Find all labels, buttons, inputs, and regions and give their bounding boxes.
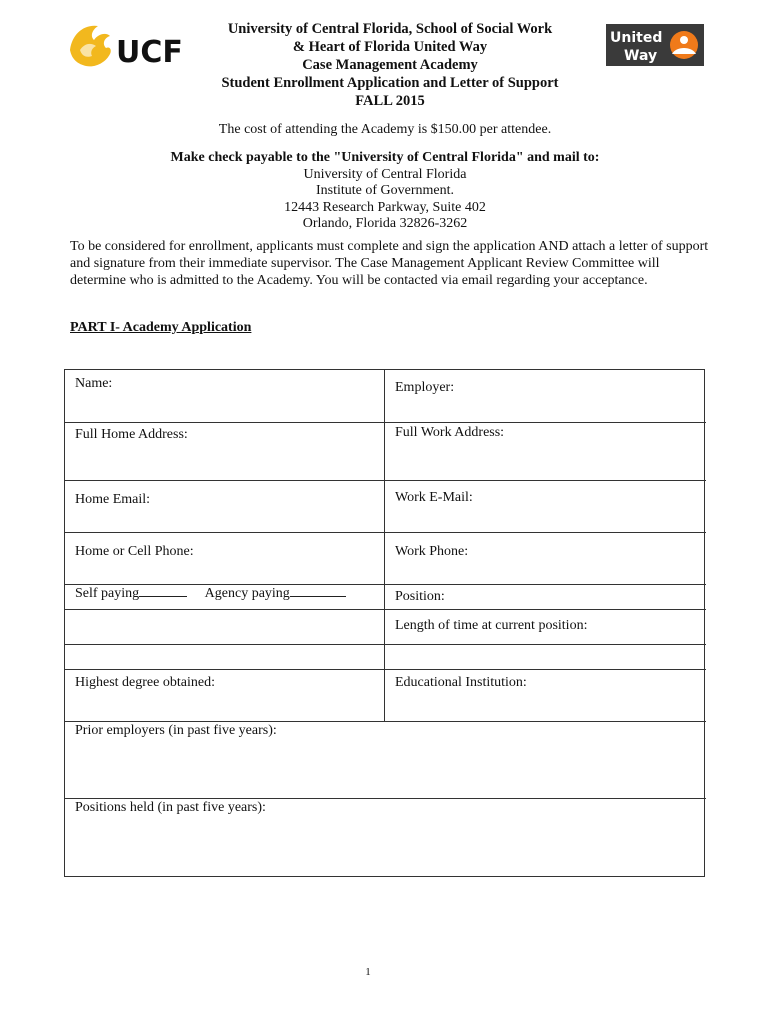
row-divider bbox=[65, 532, 706, 533]
row-divider bbox=[65, 584, 706, 585]
header-line-2: & Heart of Florida United Way bbox=[292, 39, 488, 55]
part-title: PART I- Academy Application bbox=[70, 320, 252, 335]
mailing-info bbox=[0, 150, 770, 233]
home-address-field[interactable]: Full Home Address: bbox=[75, 427, 188, 442]
ucf-logo-text: UCF bbox=[116, 35, 183, 70]
united-way-line1: United bbox=[610, 30, 663, 46]
length-of-time-field[interactable]: Length of time at current position: bbox=[395, 618, 588, 633]
united-way-emblem-icon bbox=[670, 31, 698, 59]
mail-address-line-1: University of Central Florida bbox=[303, 166, 467, 182]
payment-options bbox=[65, 586, 346, 602]
agency-paying-label: Agency paying bbox=[204, 586, 290, 601]
educational-institution-field[interactable]: Educational Institution: bbox=[395, 675, 527, 690]
work-phone-field[interactable]: Work Phone: bbox=[395, 544, 469, 559]
prior-employers-field[interactable]: Prior employers (in past five years): bbox=[75, 723, 277, 738]
mail-instruction: Make check payable to the "University of Central Florida" and mail to: bbox=[170, 150, 600, 165]
header-line-3: Case Management Academy bbox=[302, 57, 478, 73]
intro-paragraph: To be considered for enrollment, applicants must complete and sign the application AND attach a letter of support and signature from their immediate supervisor. The Case Management Applicant Review Committee will determine who is admitted to the Academy. You will be contacted via email regarding your acceptance. bbox=[70, 239, 709, 288]
highest-degree-field[interactable]: Highest degree obtained: bbox=[75, 675, 215, 690]
work-address-field[interactable]: Full Work Address: bbox=[395, 425, 505, 440]
united-way-line2: Way bbox=[624, 48, 658, 64]
positions-held-field[interactable]: Positions held (in past five years): bbox=[75, 800, 266, 815]
position-field[interactable]: Position: bbox=[395, 589, 445, 604]
row-divider bbox=[65, 798, 706, 799]
row-divider bbox=[65, 480, 706, 481]
work-email-field[interactable]: Work E-Mail: bbox=[395, 490, 473, 505]
row-divider bbox=[65, 609, 706, 610]
self-paying-blank[interactable] bbox=[139, 596, 187, 597]
home-phone-field[interactable]: Home or Cell Phone: bbox=[75, 544, 194, 559]
row-divider bbox=[65, 644, 706, 645]
row-divider bbox=[65, 669, 706, 670]
application-form bbox=[64, 369, 705, 877]
row-divider bbox=[65, 422, 706, 423]
mail-address-line-2: Institute of Government. bbox=[315, 183, 455, 198]
header-line-4: Student Enrollment Application and Letter of Support bbox=[221, 75, 559, 91]
row-divider bbox=[65, 721, 706, 722]
cost-text: The cost of attending the Academy is $150.00 per attendee. bbox=[218, 122, 552, 137]
header-line-1: University of Central Florida, School of Social Work bbox=[227, 21, 553, 37]
agency-paying-blank[interactable] bbox=[290, 596, 346, 597]
page-number: 1 bbox=[365, 966, 371, 978]
employer-field[interactable]: Employer: bbox=[395, 380, 455, 395]
document-header bbox=[140, 20, 640, 110]
mail-address-line-4: Orlando, Florida 32826-3262 bbox=[302, 216, 468, 231]
self-paying-label: Self paying bbox=[75, 586, 140, 601]
name-field[interactable]: Name: bbox=[75, 376, 113, 391]
home-email-field[interactable]: Home Email: bbox=[75, 492, 151, 507]
mail-address-line-3: 12443 Research Parkway, Suite 402 bbox=[284, 199, 486, 215]
header-line-5: FALL 2015 bbox=[355, 93, 425, 109]
